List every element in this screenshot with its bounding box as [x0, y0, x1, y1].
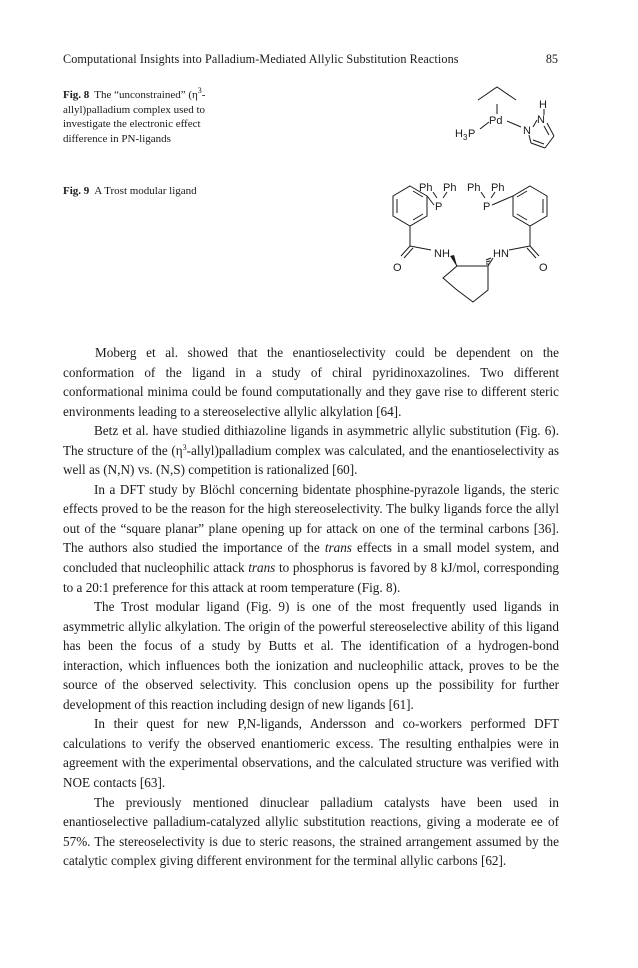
superscript: 3: [182, 442, 187, 452]
allyl-ligand: [478, 87, 516, 100]
fig8-caption-text-a: The “unconstrained” (η: [94, 89, 198, 101]
ph-2: Ph: [443, 182, 457, 194]
o-left: O: [393, 262, 402, 274]
fig9-label: Fig. 9: [63, 185, 90, 197]
italic-text: trans: [248, 560, 276, 576]
fig9-caption: [63, 184, 238, 199]
paragraph: [63, 480, 559, 597]
h3p-sub: 3: [463, 133, 468, 142]
fig9-caption-text: A Trost modular ligand: [94, 185, 197, 197]
running-header: Computational Insights into Palladium-Mediated Allylic Substitution Reactions: [63, 52, 459, 66]
paragraph-text: to phosphorus is favored by 8 kJ/mol, corresponding to a 20:1 preference for this attack at room temperature (Fig. 8).: [63, 560, 560, 595]
nh-right: HN: [493, 248, 509, 260]
pyrazole-n2: N: [537, 114, 545, 126]
p-right: P: [483, 201, 491, 213]
paragraph: [63, 793, 559, 871]
paragraph: [63, 597, 559, 714]
o-right: O: [539, 262, 548, 274]
fig9-structure: [355, 178, 575, 328]
right-benzene-ring: [513, 186, 547, 226]
ph-1: Ph: [419, 182, 433, 194]
pd-atom: Pd: [489, 115, 503, 127]
paragraph-text: -allyl)palladium complex was calculated, and the enantioselectivity as well as (N,N) vs. (N,S) competition is rationalized [60].: [63, 442, 559, 478]
p-left: P: [435, 201, 443, 213]
fig8-structure: [445, 80, 575, 175]
fig8-caption: [63, 88, 238, 146]
fig8-caption-text-b: -allyl)palladium complex used to investigate the electronic effect difference in PN-ligands: [63, 89, 206, 145]
paragraph-text: The Trost modular ligand (Fig. 9) is one of the most frequently used ligands in asymmetric allylic alkylation. The origin of the powerful stereoselective ability of this ligand has been the focus of a study by Butts et al. The identification of a hydrogen-bond interaction, which influences both the ionization and nucleophilic attack, proves to be the source of the observed selectivity. This conclusion opens up the possibility for further development of this reaction including design of new ligands [61].: [63, 599, 559, 712]
paragraph-text: In their quest for new P,N-ligands, Andersson and co-workers performed DFT calculations to verify the observed enantiomeric excess. The resulting enthalpies were in agreement with the experimental observations, and the calculated structure was verified with NOE contacts [63].: [63, 716, 559, 791]
ph-3: Ph: [467, 182, 481, 194]
paragraph-text: Moberg et al. showed that the enantioselectivity could be dependent on the conformation of the ligand in a study of chiral pyridinoxazolines. Two different conformational minima could be found computationally and they gave rise to different steric environments leading to a stereoselective allylic alkylation [64].: [63, 345, 559, 419]
pyrazole-n1: N: [523, 125, 531, 137]
nh-left: NH: [434, 248, 450, 260]
fig8-caption-sup: 3: [197, 86, 202, 95]
page-number: 85: [545, 52, 558, 66]
italic-text: trans: [324, 540, 352, 556]
cyclohexane-ring: [443, 266, 488, 302]
paragraph-text: Betz et al. have studied dithiazoline ligands in asymmetric allylic substitution (Fig. 6). The structure of the (η: [63, 423, 559, 458]
h3p-p: P: [468, 128, 476, 140]
paragraph-text: The previously mentioned dinuclear palladium catalysts have been used in enantioselective palladium-catalyzed allylic substitution reactions, giving a moderate ee of 57%. The stereoselectivity is due to steric reasons, the strained arrangement assumed by the catalytic complex giving different environment for the terminal allylic carbons [62].: [63, 794, 559, 869]
body-text: [63, 343, 559, 871]
paragraph: [63, 421, 559, 480]
pyrazole-h: H: [539, 99, 547, 111]
h3p-h: H: [455, 128, 463, 140]
paragraph-text: effects in a small model system, and concluded that nucleophilic attack: [63, 540, 559, 576]
paragraph-text: In a DFT study by Blöchl concerning bidentate phosphine-pyrazole ligands, the steric effects proved to be the reason for the high stereoselectivity. The bulky ligands force the allyl out of the “square planar” plane opening up for attack on one of the terminal carbons [36]. The authors also studied the importance of the: [63, 481, 559, 556]
paragraph: [63, 343, 559, 421]
ph-4: Ph: [491, 182, 505, 194]
paragraph: [63, 714, 559, 792]
fig8-label: Fig. 8: [63, 89, 90, 101]
